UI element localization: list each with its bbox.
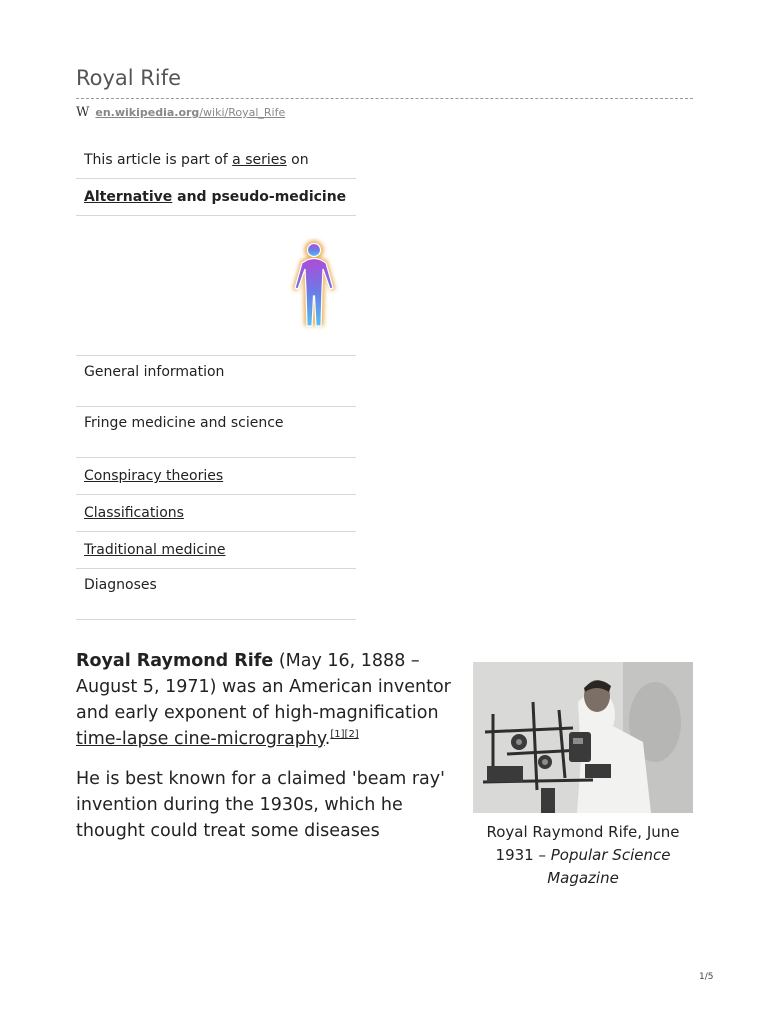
- sidebar-item-label: Fringe medicine and science: [84, 415, 284, 431]
- sidebar-intro: [76, 142, 356, 179]
- source-line: [76, 105, 285, 120]
- sidebar-item-classifications: [76, 495, 356, 532]
- paragraph-text: (May 16, 1888 – August 5, 1971) was an American inventor and early exponent of high-magnification: [76, 651, 451, 723]
- sidebar-item-general-information[interactable]: [76, 356, 356, 407]
- classifications-link[interactable]: Classifications: [84, 505, 184, 521]
- rife-photo[interactable]: [473, 662, 693, 813]
- reference-links[interactable]: [1][2]: [330, 729, 359, 740]
- figure: [473, 662, 693, 890]
- micrography-link[interactable]: time-lapse cine-micrography: [76, 729, 325, 749]
- series-sidebar: [76, 142, 356, 620]
- human-aura-icon: [285, 238, 343, 334]
- article-paragraph-2: He is best known for a claimed 'beam ray' invention during the 1930s, which he thought could treat some diseases: [76, 769, 445, 841]
- sidebar-item-traditional-medicine: [76, 532, 356, 569]
- sidebar-intro-suffix: on: [286, 152, 309, 168]
- traditional-medicine-link[interactable]: Traditional medicine: [84, 542, 226, 558]
- sidebar-intro-prefix: This article is part of: [84, 152, 233, 168]
- wikipedia-icon: W: [76, 105, 90, 120]
- sidebar-item-fringe-medicine[interactable]: [76, 407, 356, 458]
- rife-photo-drawing: [473, 662, 693, 813]
- sidebar-heading-rest: and pseudo-medicine: [172, 189, 347, 205]
- sidebar-item-label: Diagnoses: [84, 577, 157, 593]
- source-link[interactable]: [95, 106, 285, 119]
- sidebar-item-conspiracy-theories: [76, 458, 356, 495]
- paragraph-end: .: [324, 729, 331, 749]
- alternative-link[interactable]: Alternative: [84, 189, 173, 205]
- page-title: Royal Rife: [76, 66, 182, 90]
- sidebar-heading: [76, 179, 356, 216]
- article-body: [76, 648, 456, 858]
- conspiracy-theories-link[interactable]: Conspiracy theories: [84, 468, 224, 484]
- figure-caption: [473, 821, 693, 890]
- article-paragraph-1: [76, 648, 456, 752]
- subject-name: Royal Raymond Rife: [76, 651, 274, 671]
- series-link[interactable]: a series: [232, 152, 287, 168]
- page-number: 1/5: [699, 972, 714, 982]
- source-path: /wiki/Royal_Rife: [199, 106, 286, 119]
- caption-source: Popular Science Magazine: [547, 846, 671, 887]
- source-domain: en.wikipedia.org: [95, 106, 200, 119]
- caption-text: Royal Raymond Rife, June 1931 –: [486, 823, 680, 864]
- sidebar-item-diagnoses[interactable]: [76, 569, 356, 620]
- title-divider: [76, 98, 693, 99]
- sidebar-item-label: General information: [84, 364, 225, 380]
- sidebar-image: [76, 216, 356, 356]
